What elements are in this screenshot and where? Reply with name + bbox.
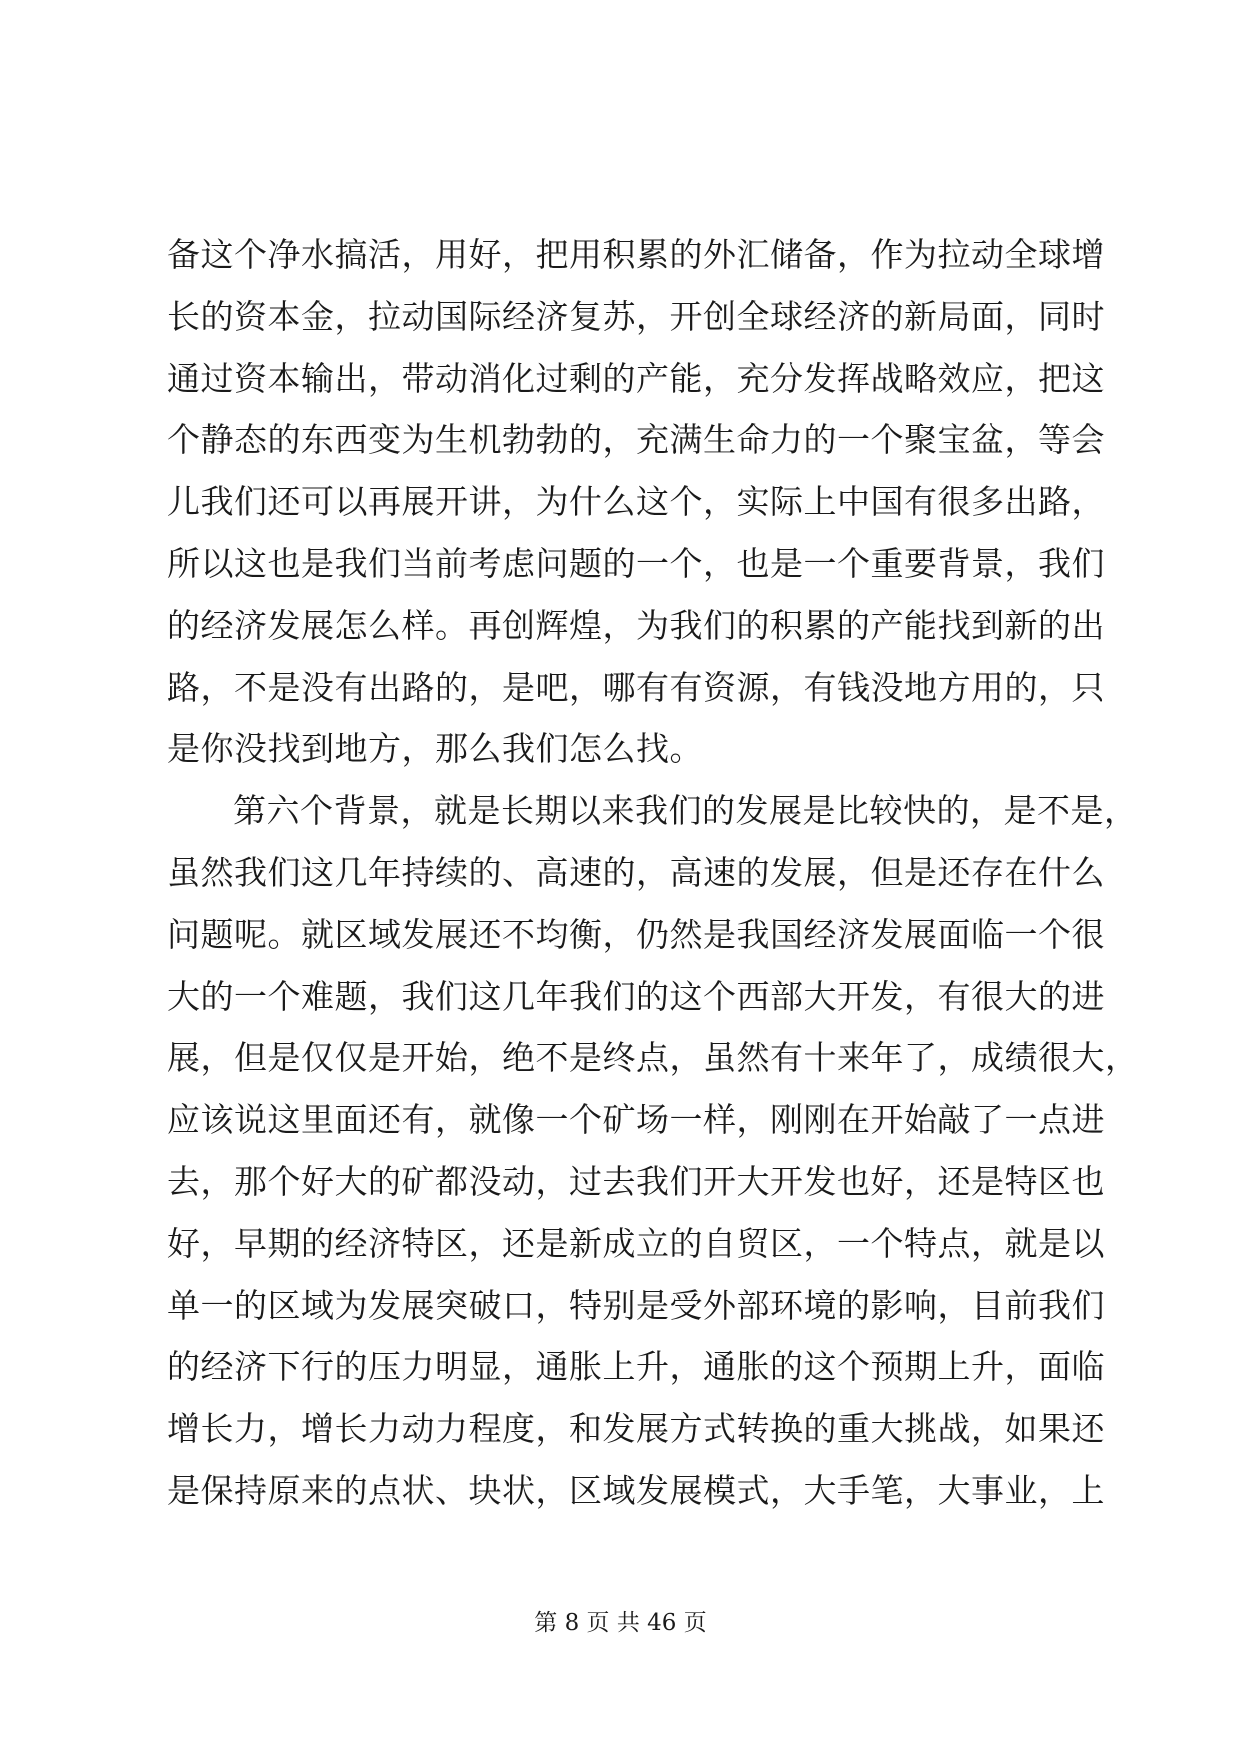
text-line: 是保持原来的点状、块状，区域发展模式，大手笔，大事业，上: [167, 1470, 1105, 1510]
text-line: 是你没找到地方，那么我们怎么找。: [167, 729, 703, 769]
text-line: 去，那个好大的矿都没动，过去我们开大开发也好，还是特区也: [167, 1161, 1105, 1201]
text-line: 大的一个难题，我们这几年我们的这个西部大开发，有很大的进: [167, 976, 1105, 1016]
text-line: 所以这也是我们当前考虑问题的一个，也是一个重要背景，我们: [167, 543, 1105, 583]
paragraph-2: [167, 780, 1139, 1522]
body-text: [167, 224, 1139, 1522]
text-line: 应该说这里面还有，就像一个矿场一样，刚刚在开始敲了一点进: [167, 1100, 1105, 1140]
text-line: 展，但是仅仅是开始，绝不是终点，虽然有十来年了，成绩很大，: [167, 1038, 1139, 1078]
text-line: 通过资本输出，带动消化过剩的产能，充分发挥战略效应，把这: [167, 358, 1105, 398]
text-line: 个静态的东西变为生机勃勃的，充满生命力的一个聚宝盆，等会: [167, 420, 1105, 460]
text-line: 单一的区域为发展突破口，特别是受外部环境的影响，目前我们: [167, 1285, 1105, 1325]
text-line: 第六个背景，就是长期以来我们的发展是比较快的，是不是，: [233, 791, 1138, 831]
text-line: 的经济下行的压力明显，通胀上升，通胀的这个预期上升，面临: [167, 1347, 1105, 1387]
text-line: 问题呢。就区域发展还不均衡，仍然是我国经济发展面临一个很: [167, 914, 1105, 954]
text-line: 长的资本金，拉动国际经济复苏，开创全球经济的新局面，同时: [167, 296, 1105, 336]
text-line: 好，早期的经济特区，还是新成立的自贸区，一个特点，就是以: [167, 1223, 1105, 1263]
page-number-footer: 第 8 页 共 46 页: [534, 1610, 707, 1636]
text-line: 的经济发展怎么样。再创辉煌，为我们的积累的产能找到新的出: [167, 605, 1105, 645]
text-line: 儿我们还可以再展开讲，为什么这个，实际上中国有很多出路，: [167, 482, 1105, 522]
text-line: 路，不是没有出路的，是吧，哪有有资源，有钱没地方用的，只: [167, 667, 1105, 707]
paragraph-1: [167, 224, 1105, 780]
text-line: 增长力，增长力动力程度，和发展方式转换的重大挑战，如果还: [167, 1409, 1105, 1449]
text-line: 备这个净水搞活，用好，把用积累的外汇储备，作为拉动全球增: [167, 235, 1105, 274]
text-line: 虽然我们这几年持续的、高速的，高速的发展，但是还存在什么: [167, 852, 1105, 892]
